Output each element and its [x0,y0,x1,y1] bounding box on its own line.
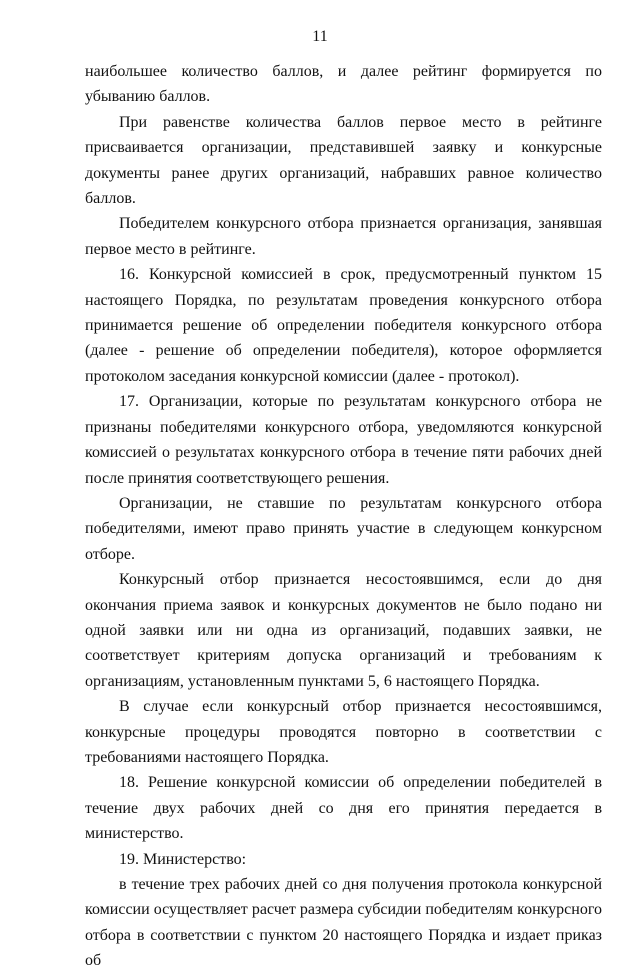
paragraph-item-17: 17. Организации, которые по результатам конкурсного отбора не признаны победителями конкурсного отбора, уведомляются конкурсной комиссией о результатах конкурсного отбора в течение пяти рабочих дней после принятия соответствующего решения. [85,393,602,487]
paragraph-continued: наибольшее количество баллов, и далее рейтинг формируется по убыванию баллов. [85,63,602,106]
paragraph-repeat-procedure: В случае если конкурсный отбор признается несостоявшимся, конкурсные процедуры проводятся повторно в соответствии с требованиями настоящего Порядка. [85,698,602,766]
document-body [85,59,602,974]
paragraph-item-16: 16. Конкурсной комиссией в срок, предусмотренный пунктом 15 настоящего Порядка, по результатам проведения конкурсного отбора принимается решение об определении победителя конкурсного отбора (далее - решение об определении победителя), которое оформляется протоколом заседания конкурсной комиссии (далее - протокол). [85,266,602,385]
paragraph-non-winners: Организации, не ставшие по результатам конкурсного отбора победителями, имеют право принять участие в следующем конкурсном отборе. [85,494,602,563]
paragraph-winner-definition: Победителем конкурсного отбора признается организация, занявшая первое место в рейтинге. [85,215,602,258]
paragraph-equal-points: При равенстве количества баллов первое место в рейтинге присваивается организации, представившей заявку и конкурсные документы ранее других организаций, набравших равное количество баллов. [85,113,602,208]
paragraph-item-19-subsidy: в течение трех рабочих дней со дня получения протокола конкурсной комиссии осуществляет расчет размера субсидии победителям конкурсного отбора в соответствии с пунктом 20 настоящего Порядка и издает приказ об [85,876,602,970]
paragraph-failed-selection: Конкурсный отбор признается несостоявшимся, если до дня окончания приема заявок и конкурсных документов не было подано ни одной заявки или ни одна из организаций, подавших заявки, не соответствует критериям допуска организаций и требованиям к организациям, установленным пунктами 5, 6 настоящего Порядка. [85,571,602,690]
paragraph-item-19: 19. Министерство: [119,850,247,868]
page-number: 11 [312,28,328,45]
paragraph-item-18: 18. Решение конкурсной комиссии об определении победителей в течение двух рабочих дней со дня его принятия передается в министерство. [85,774,602,843]
